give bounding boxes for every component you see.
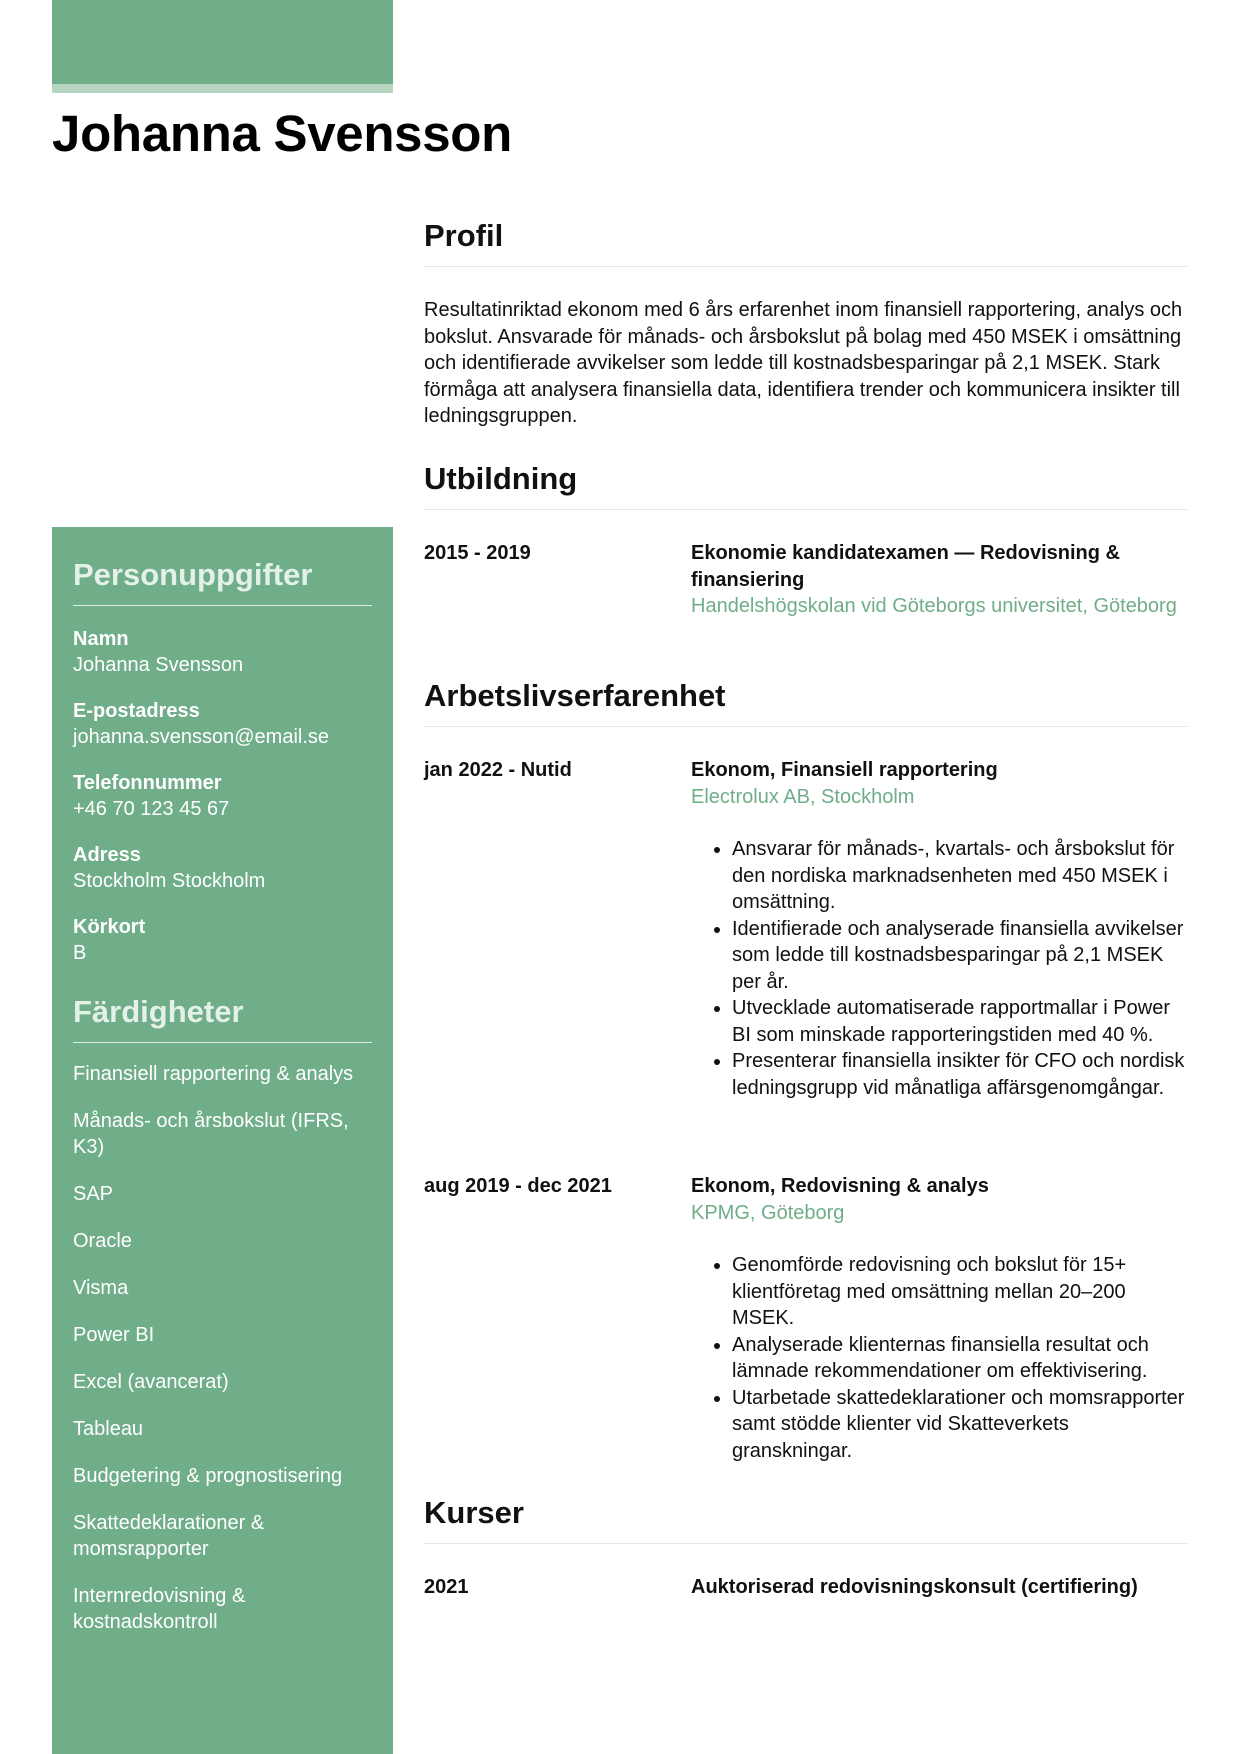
skill-item: Tableau [73,1418,144,1440]
entry-date: 2021 [424,1576,469,1598]
skills-list [73,1061,372,1635]
sidebar [52,527,393,1754]
entry-date: aug 2019 - dec 2021 [424,1175,612,1197]
bullet-item: • Utarbetade skattedeklarationer och momsrapporter samt stödde klienter vid Skatteverkets granskningar. [732,1385,1188,1465]
field-value: johanna.svensson@email.se [73,726,330,748]
candidate-name: Johanna Svensson [52,105,513,162]
bullet-item: • Utvecklade automatiserade rapportmallar i Power BI som minskade rapporteringstiden med 40 %. [732,995,1188,1048]
entry-body [691,1574,1188,1601]
skill-item: Visma [73,1277,129,1299]
entry-employer: Electrolux AB, Stockholm [691,785,915,808]
entry-institution: Handelshögskolan vid Göteborgs universitet, Göteborg [691,595,1177,617]
bullet-item: • Ansvarar för månads-, kvartals- och årsbokslut för den nordiska marknadsenheten med 450 MSEK i omsättning. [732,836,1188,916]
field-address [73,842,372,894]
skill-item: Power BI [73,1324,155,1346]
profile-heading: Profil [424,218,1188,267]
field-label: Adress [73,844,141,866]
bullet-item: • Identifierade och analyserade finansiella avvikelser som ledde till kostnadsbesparingar på 2,1 MSEK per år. [732,916,1188,996]
field-phone [73,770,372,822]
field-label: Namn [73,628,129,650]
personal-info-heading: Personuppgifter [73,557,372,606]
skill-item: Månads- och årsbokslut (IFRS, K3) [73,1110,349,1158]
bullet-item: • Presenterar finansiella insikter för CFO och nordisk ledningsgrupp vid månatliga affärsgenomgångar. [732,1048,1188,1101]
entry-date: 2015 - 2019 [424,542,531,564]
skills-heading: Färdigheter [73,994,372,1043]
skill-item: Finansiell rapportering & analys [73,1063,354,1085]
skill-item: SAP [73,1183,114,1205]
field-value: B [73,942,87,964]
skill-item: Budgetering & prognostisering [73,1465,343,1487]
field-value: +46 70 123 45 67 [73,798,230,820]
entry-body [691,1173,1188,1464]
skill-item: Oracle [73,1230,132,1252]
entry-title: Ekonom, Finansiell rapportering [691,759,998,781]
entry-body [691,540,1188,620]
field-label: E-postadress [73,700,200,722]
field-license [73,914,372,966]
field-name [73,626,372,678]
profile-text: Resultatinriktad ekonom med 6 års erfarenhet inom finansiell rapportering, analys och bokslut. Ansvarade för månads- och årsbokslut på bolag med 450 MSEK i omsättning och identifierade avvikelser som ledde till kostnadsbesparingar på 2,1 MSEK. Stark förmåga att analysera finansiella data, identifiera trender och kommunicera insikter till ledningsgruppen. [424,299,1183,427]
field-value: Johanna Svensson [73,654,244,676]
field-email [73,698,372,750]
entry-bullets [691,1252,1188,1464]
entry-title: Ekonomie kandidatexamen — Redovisning & finansiering [691,542,1120,591]
entry-employer: KPMG, Göteborg [691,1201,845,1224]
skill-item: Internredovisning & kostnadskontroll [73,1585,246,1633]
field-value: Stockholm Stockholm [73,870,266,892]
header-accent-block [52,0,393,84]
field-label: Telefonnummer [73,772,222,794]
entry-title: Ekonom, Redovisning & analys [691,1175,989,1197]
entry-bullets [691,836,1188,1101]
bullet-item: • Genomförde redovisning och bokslut för 15+ klientföretag med omsättning mellan 20–200 MSEK. [732,1252,1188,1332]
entry-title: Auktoriserad redovisningskonsult (certifiering) [691,1576,1138,1598]
experience-heading: Arbetslivserfarenhet [424,678,1188,727]
entry-body [691,757,1188,1101]
skill-item: Skattedeklarationer & momsrapporter [73,1512,265,1560]
skill-item: Excel (avancerat) [73,1371,229,1393]
entry-date: jan 2022 - Nutid [424,759,572,781]
sidebar-content [73,557,372,1656]
field-label: Körkort [73,916,146,938]
courses-heading: Kurser [424,1495,1188,1544]
header-accent-stripe [52,84,393,93]
bullet-item: • Analyserade klienternas finansiella resultat och lämnade rekommendationer om effektivisering. [732,1332,1188,1385]
education-heading: Utbildning [424,461,1188,510]
